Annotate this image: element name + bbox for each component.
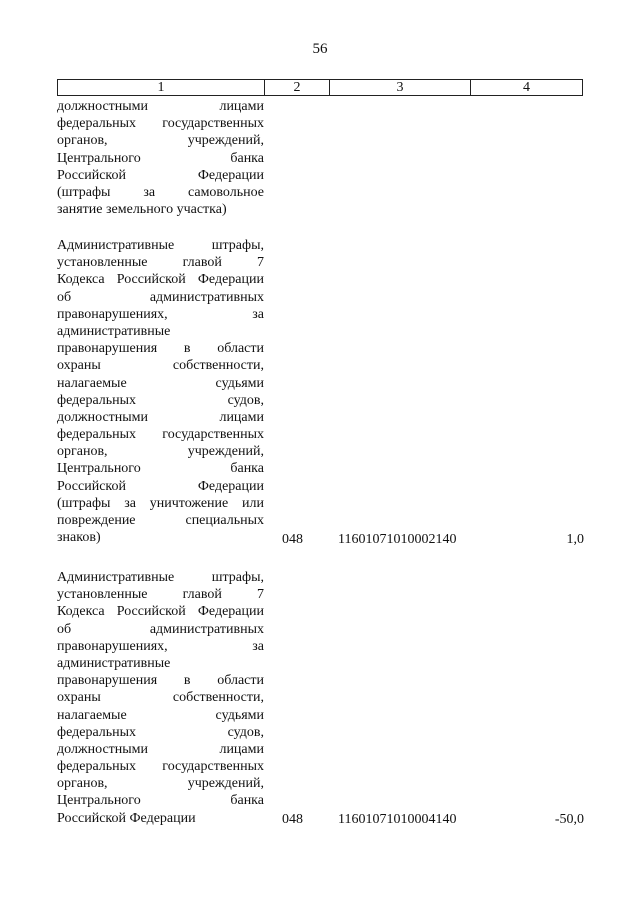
description-line: знаков) [57,530,101,546]
amount-value: 1,0 [566,532,584,547]
description-line: правонарушениях, за [57,638,264,654]
description-line: (штрафы за уничтожение или [57,495,264,511]
description-line: повреждение специальных [57,513,264,528]
kbk-code: 11601071010002140 [338,532,457,547]
description-line: охраны собственности, [57,358,264,374]
description-line: налагаемые судьями [57,375,264,391]
description-line: административные [57,655,171,671]
admin-code: 048 [282,532,303,547]
description-line: должностными лицами [57,741,264,757]
description-line: должностными лицами [57,409,264,425]
description-line: Центрального банка [57,150,264,166]
row-description-continued [57,98,264,218]
description-line: федеральных государственных [57,116,264,132]
description-line: Российской Федерации [57,167,264,183]
row-description-property-fines [57,569,264,827]
description-line: федеральных судов, [57,392,264,408]
description-line: административные [57,323,171,339]
description-line: Административные штрафы, [57,570,264,585]
description-line: занятие земельного участка) [57,202,227,218]
header-col-2: 2 [265,80,330,95]
description-line: Центрального банка [57,461,264,477]
description-line: правонарушения в области [57,673,264,689]
amount-value: -50,0 [554,812,584,827]
description-line: федеральных судов, [57,724,264,740]
description-line: Центрального банка [57,793,264,809]
description-line: федеральных государственных [57,427,264,443]
description-line: правонарушения в области [57,341,264,357]
description-line: Кодекса Российской Федерации [57,604,264,620]
description-line: правонарушениях, за [57,306,264,322]
description-line: органов, учреждений, [57,444,264,460]
description-line: об административных [57,621,264,637]
description-line: Российской Федерации [57,478,264,494]
description-line: Административные штрафы, [57,238,264,253]
description-line: установленные главой 7 [57,587,264,603]
header-col-4: 4 [523,80,530,95]
description-line: об административных [57,289,264,305]
description-line: федеральных государственных [57,759,264,775]
description-line: должностными лицами [57,99,264,114]
description-line: органов, учреждений, [57,776,264,792]
description-line: установленные главой 7 [57,255,264,271]
admin-code: 048 [282,812,303,827]
description-line: налагаемые судьями [57,707,264,723]
description-line: органов, учреждений, [57,133,264,149]
description-line: охраны собственности, [57,690,264,706]
description-line: (штрафы за самовольное [57,184,264,200]
header-col-3: 3 [330,80,471,95]
header-col-1: 1 [58,80,265,95]
table-header-row [57,79,583,96]
row-description-destruction-signs [57,237,264,546]
description-line: Российской Федерации [57,810,196,826]
page-number: 56 [312,41,328,57]
description-line: Кодекса Российской Федерации [57,272,264,288]
kbk-code: 11601071010004140 [338,812,457,827]
